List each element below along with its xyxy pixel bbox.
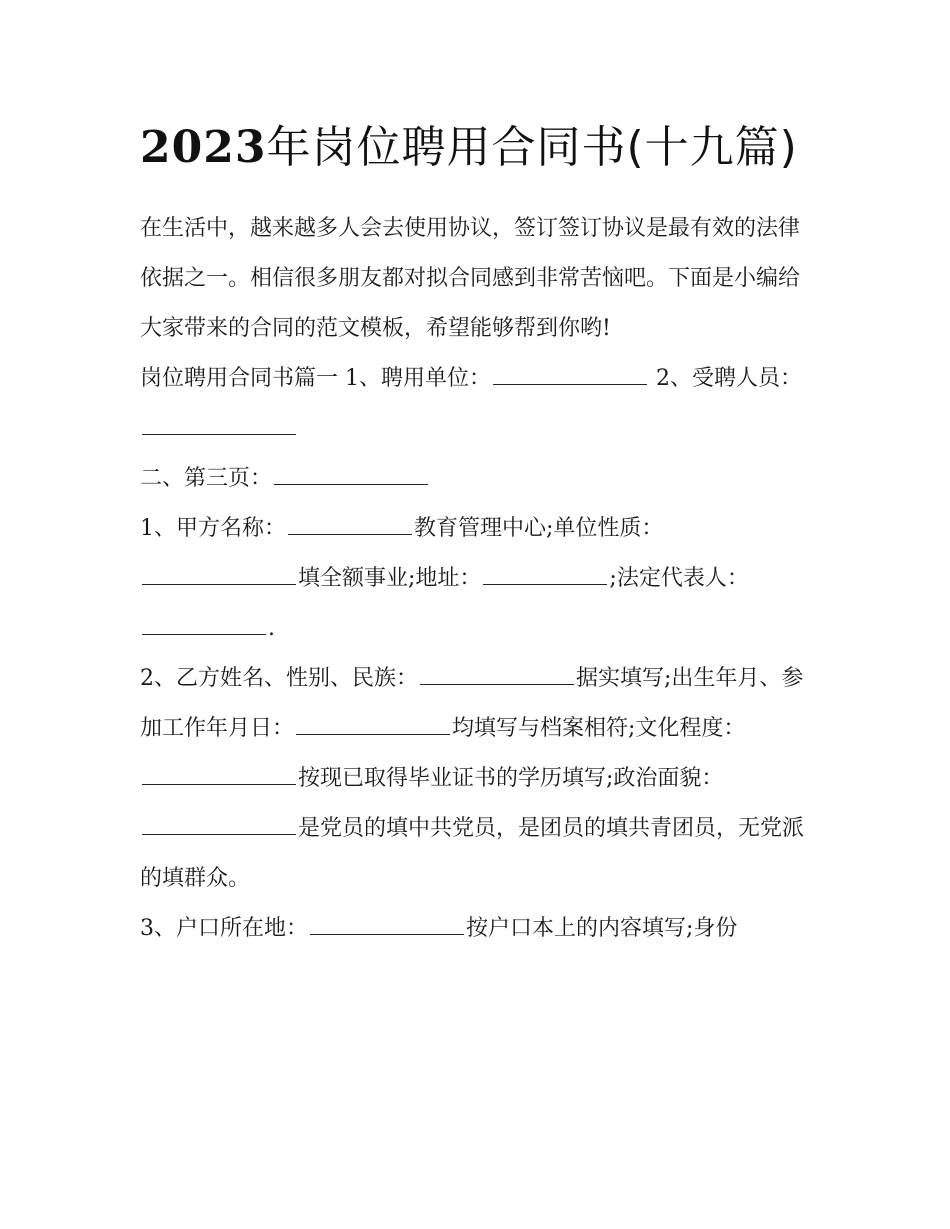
education-blank[interactable]	[142, 764, 296, 785]
party-a-end: .	[268, 616, 275, 641]
paragraph-page-three	[140, 454, 820, 504]
education-label: 均填写与档案相符;文化程度：	[452, 716, 746, 741]
title-text: 年岗位聘用合同书(十九篇)	[266, 122, 798, 173]
paragraph-party-b	[140, 654, 820, 904]
employee-label: 2、受聘人员：	[649, 366, 802, 391]
paragraph-residence	[140, 904, 820, 954]
political-status-note: 是党员的填中共党员，是团员的填共青团员，无党派的填群众。	[140, 816, 805, 891]
birth-date-blank[interactable]	[296, 714, 450, 735]
paragraph-employer	[140, 354, 820, 454]
address-label: 填全额事业;地址：	[298, 566, 482, 591]
residence-note: 按户口本上的内容填写;身份	[466, 916, 738, 941]
page-three-label: 二、第三页：	[140, 466, 273, 491]
legal-rep-blank[interactable]	[142, 614, 266, 635]
legal-rep-label: ;法定代表人：	[609, 566, 749, 591]
residence-label: 3、户口所在地：	[140, 916, 308, 941]
political-status-blank[interactable]	[142, 814, 296, 835]
employer-label: 岗位聘用合同书篇一 1、聘用单位：	[140, 366, 491, 391]
party-a-name-label: 1、甲方名称：	[140, 516, 286, 541]
party-a-name-blank[interactable]	[288, 514, 412, 535]
employee-blank[interactable]	[142, 414, 296, 435]
unit-nature-label: 教育管理中心;单位性质：	[414, 516, 664, 541]
party-b-name-blank[interactable]	[420, 664, 574, 685]
residence-blank[interactable]	[310, 914, 464, 935]
party-b-name-label: 2、乙方姓名、性别、民族：	[140, 666, 418, 691]
document-title	[140, 118, 820, 178]
page-three-blank[interactable]	[274, 464, 428, 485]
political-status-label: 按现已取得毕业证书的学历填写;政治面貌：	[298, 766, 724, 791]
document-page	[140, 118, 820, 954]
address-blank[interactable]	[483, 564, 607, 585]
paragraph-party-a	[140, 504, 820, 654]
birth-date-label: 据实填写;出生年月、参加工作年月日：	[140, 666, 804, 741]
intro-paragraph: 在生活中，越来越多人会去使用协议，签订签订协议是最有效的法律依据之一。相信很多朋友都对拟合同感到非常苦恼吧。下面是小编给大家带来的合同的范文模板，希望能够帮到你哟!	[140, 216, 801, 341]
unit-nature-blank[interactable]	[142, 564, 296, 585]
title-year: 2023	[140, 122, 267, 173]
employer-blank[interactable]	[493, 364, 647, 385]
